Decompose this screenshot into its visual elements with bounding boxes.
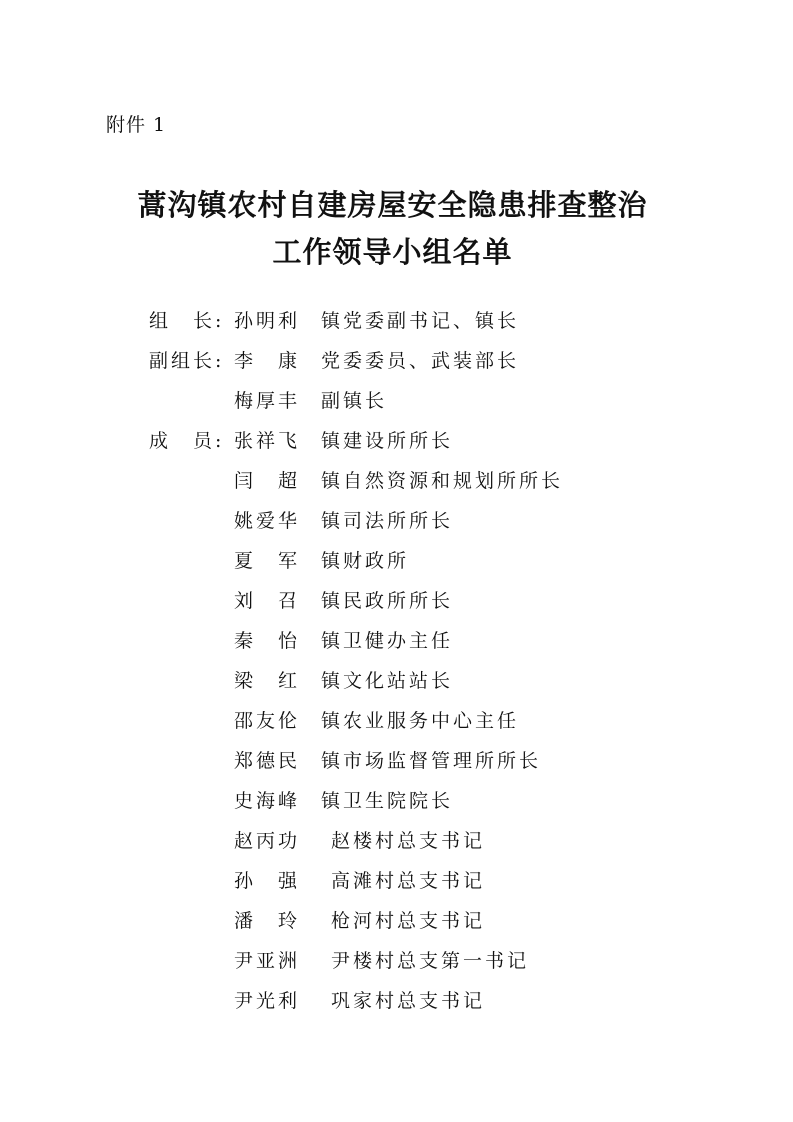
- member-position: 镇财政所: [321, 550, 410, 572]
- member-list: [0, 305, 793, 1025]
- member-position: 高滩村总支书记: [331, 870, 486, 892]
- member-position: 镇司法所所长: [321, 510, 454, 532]
- member-row: [0, 425, 793, 465]
- member-role: 副组长:: [149, 350, 225, 372]
- member-position: 副镇长: [321, 390, 388, 412]
- member-row: [0, 305, 793, 345]
- document-title-line2: 工作领导小组名单: [272, 235, 513, 269]
- member-position: 枪河村总支书记: [331, 910, 486, 932]
- member-row: [0, 585, 793, 625]
- member-name: 秦 怡: [234, 630, 301, 652]
- member-name: 张祥飞: [234, 430, 301, 452]
- member-name: 孙明利: [234, 310, 301, 332]
- document-title-line1: 蒿沟镇农村自建房屋安全隐患排查整治: [137, 188, 648, 222]
- member-row: [0, 705, 793, 745]
- member-name: 赵丙功: [234, 830, 301, 852]
- member-row: [0, 625, 793, 665]
- member-name: 夏 军: [234, 550, 301, 572]
- member-position: 镇文化站站长: [321, 670, 454, 692]
- member-position: 镇建设所所长: [321, 430, 454, 452]
- member-name: 闫 超: [234, 470, 301, 492]
- member-row: [0, 465, 793, 505]
- member-position: 巩家村总支书记: [331, 990, 486, 1012]
- member-name: 刘 召: [234, 590, 301, 612]
- member-role: 组 长:: [149, 310, 225, 332]
- member-name: 梁 红: [234, 670, 301, 692]
- member-row: [0, 985, 793, 1025]
- member-row: [0, 745, 793, 785]
- member-name: 潘 玲: [234, 910, 301, 932]
- member-name: 李 康: [234, 350, 301, 372]
- member-row: [0, 865, 793, 905]
- member-name: 尹亚洲: [234, 950, 301, 972]
- member-name: 郑德民: [234, 750, 301, 772]
- attachment-label: 附件 1: [106, 114, 167, 136]
- member-position: 党委委员、武装部长: [321, 350, 520, 372]
- member-row: [0, 785, 793, 825]
- member-position: 镇市场监督管理所所长: [321, 750, 542, 772]
- member-position: 镇卫健办主任: [321, 630, 454, 652]
- member-position: 镇卫生院院长: [321, 790, 454, 812]
- member-name: 史海峰: [234, 790, 301, 812]
- member-name: 邵友伦: [234, 710, 301, 732]
- member-row: [0, 825, 793, 865]
- member-position: 镇农业服务中心主任: [321, 710, 520, 732]
- member-row: [0, 945, 793, 985]
- member-row: [0, 665, 793, 705]
- member-position: 镇自然资源和规划所所长: [321, 470, 564, 492]
- member-row: [0, 385, 793, 425]
- member-position: 镇民政所所长: [321, 590, 454, 612]
- member-name: 尹光利: [234, 990, 301, 1012]
- member-row: [0, 545, 793, 585]
- member-position: 镇党委副书记、镇长: [321, 310, 520, 332]
- member-name: 梅厚丰: [234, 390, 301, 412]
- member-name: 姚爱华: [234, 510, 301, 532]
- member-row: [0, 345, 793, 385]
- member-row: [0, 505, 793, 545]
- member-row: [0, 905, 793, 945]
- member-name: 孙 强: [234, 870, 301, 892]
- member-position: 尹楼村总支第一书记: [331, 950, 530, 972]
- member-role: 成 员:: [149, 430, 225, 452]
- member-position: 赵楼村总支书记: [331, 830, 486, 852]
